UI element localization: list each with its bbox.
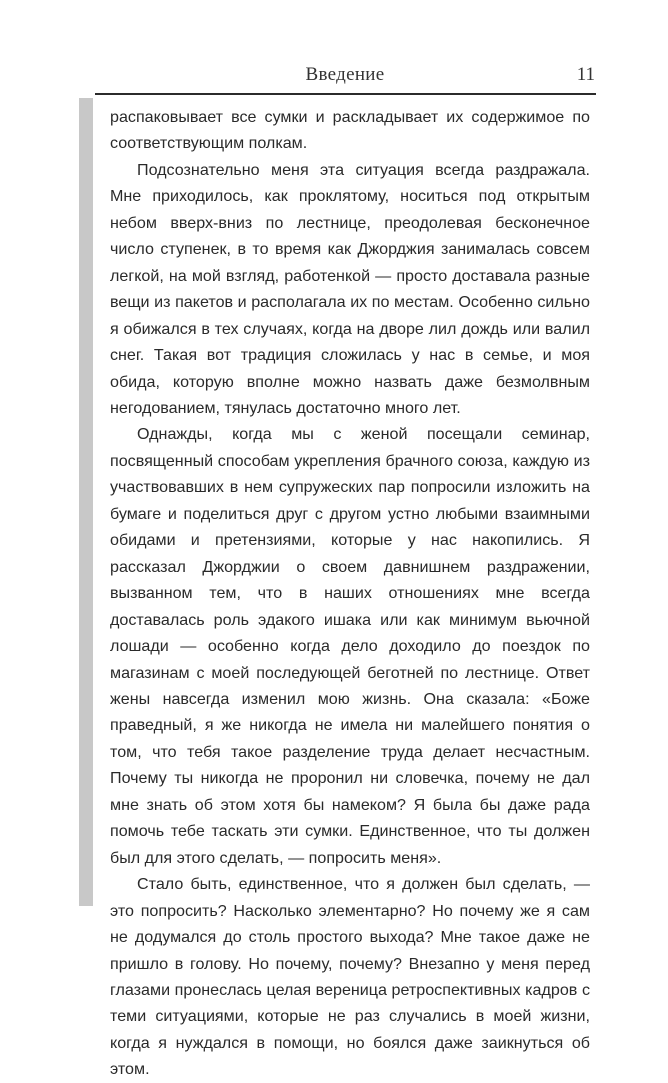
paragraph-1: распаковывает все сумки и раскладывает их содержимое по соответствующим полкам.: [110, 108, 590, 153]
header-rule: [95, 93, 596, 95]
paragraph-2: Подсознательно меня эта ситуация всегда раздражала. Мне приходилось, как проклятому, носиться под открытым небом вверх-вниз по лестнице, преодолевая бесконечное число ступенек, в то время как Джорджия занималась совсем легкой, на мой взгляд, работенкой — просто доставала разные вещи из пакетов и располагала их по местам. Особенно сильно я обижался в тех случаях, когда на дворе лил дождь или валил снег. Такая вот традиция сложилась у нас в семье, и моя обида, которую вполне можно назвать даже безмолвным негодованием, тянулась достаточно много лет.: [110, 160, 590, 417]
body-text: [110, 104, 590, 1083]
running-head: [95, 64, 595, 90]
paragraph-3: Однажды, когда мы с женой посещали семинар, посвященный способам укрепления брачного союза, каждую из участвовавших в нем супружеских пар попросили изложить на бумаге и поделиться друг с другом устно любыми взаимными обидами и претензиями, которые у нас накопились. Я рассказал Джорджии о своем давнишнем раздражении, вызванном тем, что в наших отношениях мне всегда доставалась роль эдакого ишака или как минимум вьючной лошади — особенно когда дело доходило до поездок по магазинам с моей последующей беготней по лестнице. Ответ жены навсегда изменил мою жизнь. Она сказала: «Боже праведный, я же никогда не имела ни малейшего понятия о том, что тебя такое разделение труда делает несчастным. Почему ты никогда не проронил ни словечка, почему не дал мне знать об этом хотя бы намеком? Я была бы даже рада помочь тебе таскать эти сумки. Единственное, что ты должен был для этого сделать, — попросить меня».: [110, 425, 590, 867]
page-number: 11: [576, 64, 595, 85]
chapter-title: Введение: [305, 64, 385, 85]
paragraph-4: Стало быть, единственное, что я должен был сделать, — это попросить? Насколько элементарно? Но почему же я сам не додумался до столь простого выхода? Мне такое даже не пришло в голову. Но почему, почему? Внезапно у меня перед глазами пронеслась целая вереница ретроспективных кадров с теми ситуациями, которые не раз случались в моей жизни, когда я нуждался в помощи, но боялся даже заикнуться об этом.: [110, 875, 590, 1079]
margin-bar: [79, 98, 93, 906]
